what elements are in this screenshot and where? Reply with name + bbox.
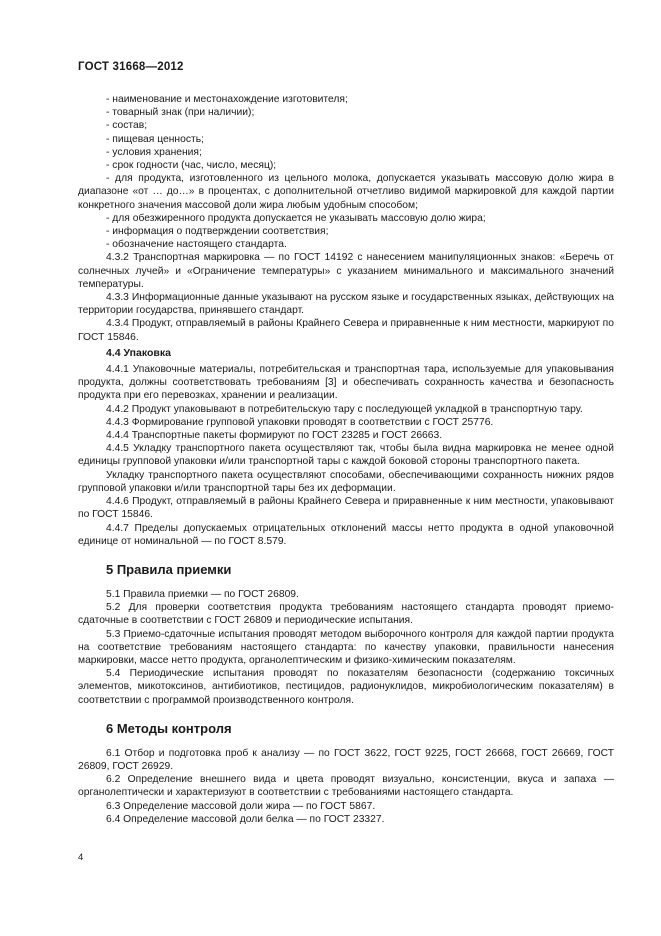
paragraph-4-4-2: 4.4.2 Продукт упаковывают в потребительскую тару с последующей укладкой в транспортную тару. [106, 403, 583, 415]
list-item: - информация о подтверждении соответствия; [106, 226, 329, 238]
paragraph-4-3-3: 4.3.3 Информационные данные указывают на русском языке и государственных языках, действующих на территории государства, принявшего стандарт. [78, 292, 614, 317]
list-item: - условия хранения; [106, 146, 202, 158]
list-item: - пищевая ценность; [106, 133, 204, 145]
list-item: - состав; [106, 120, 148, 132]
paragraph-4-4-6: 4.4.6 Продукт, отправляемый в районы Крайнего Севера и приравненные к ним местности, упаковывают по ГОСТ 15846. [78, 496, 614, 521]
list-item: - обозначение настоящего стандарта. [106, 239, 287, 251]
list-item: - наименование и местонахождение изготовителя; [106, 94, 348, 105]
paragraph-5-2: 5.2 Для проверки соответствия продукта требованиям настоящего стандарта проводят приемо-сдаточные в соответствии с ГОСТ 26809 и периодические испытания. [78, 602, 614, 627]
list-item: - для продукта, изготовленного из цельного молока, допускается указывать массовую долю жира в диапазоне «от … до…» в процентах, с дополнительной отчетливо видимой маркировкой для каждой партии конкретного значения массовой доли жира любым удобным способом; [78, 173, 614, 211]
paragraph-4-4-5: 4.4.5 Укладку транспортного пакета осуществляют так, чтобы была видна маркировка не менее одной единицы групповой упаковки и/или транспортной тары с каждой боковой стороны транспортного пакета. [78, 443, 614, 468]
page-number: 4 [78, 852, 84, 863]
paragraph-4-3-4: 4.3.4 Продукт, отправляемый в районы Крайнего Севера и приравненные к ним местности, маркируют по ГОСТ 15846. [78, 318, 614, 343]
paragraph-6-2: 6.2 Определение внешнего вида и цвета проводят визуально, консистенции, вкуса и запаха — органолептически и характеризуют в соответствии с требованиями настоящего стандарта. [78, 774, 614, 799]
document-header: ГОСТ 31668—2012 [78, 61, 184, 73]
paragraph-6-3: 6.3 Определение массовой доли жира — по ГОСТ 5867. [106, 800, 376, 812]
paragraph-4-4-5-continued: Укладку транспортного пакета осуществляют способами, обеспечивающими сохранность нижних рядов групповой упаковки и/или транспортной тары без их деформации. [78, 469, 614, 494]
paragraph-4-4-7: 4.4.7 Пределы допускаемых отрицательных отклонений массы нетто продукта в одной упаковочной единице от номинальной — по ГОСТ 8.579. [78, 522, 614, 547]
paragraph-5-4: 5.4 Периодические испытания проводят по показателям безопасности (содержанию токсичных элементов, микотоксинов, антибиотиков, пестицидов, радионуклидов, микробиологическим показателям) в соответствии с программой производственного контроля. [78, 668, 614, 706]
list-item: - срок годности (час, число, месяц); [106, 160, 277, 172]
subsection-heading-4-4: 4.4 Упаковка [106, 346, 171, 359]
paragraph-4-4-1: 4.4.1 Упаковочные материалы, потребительская и транспортная тара, используемые для упаковывания продукта, должны соответствовать требованиям [3] и обеспечивать сохранность качества и безопасность продукта при его перевозках, хранении и реализации. [78, 364, 614, 402]
document-body [78, 93, 614, 826]
section-heading-6: 6 Методы контроля [106, 720, 232, 736]
list-item: - товарный знак (при наличии); [106, 107, 255, 119]
section-heading-5: 5 Правила приемки [106, 561, 232, 577]
paragraph-5-1: 5.1 Правила приемки — по ГОСТ 26809. [106, 588, 299, 600]
paragraph-4-4-4: 4.4.4 Транспортные пакеты формируют по ГОСТ 23285 и ГОСТ 26663. [106, 430, 443, 442]
paragraph-5-3: 5.3 Приемо-сдаточные испытания проводят методом выборочного контроля для каждой партии продукта на соответствие требованиям настоящего стандарта: по качеству упаковки, правильности нанесения маркировки, массе нетто продукта, органолептическим и физико-химическим показателям. [78, 628, 614, 666]
paragraph-6-1: 6.1 Отбор и подготовка проб к анализу — по ГОСТ 3622, ГОСТ 9225, ГОСТ 26668, ГОСТ 26669, ГОСТ 26809, ГОСТ 26929. [78, 747, 614, 772]
paragraph-6-4: 6.4 Определение массовой доли белка — по ГОСТ 23327. [106, 813, 385, 825]
paragraph-4-3-2: 4.3.2 Транспортная маркировка — по ГОСТ 14192 с нанесением манипуляционных знаков: «Беречь от солнечных лучей» и «Ограничение температуры» с указанием минимального и максимального значений температуры. [78, 252, 614, 290]
paragraph-4-4-3: 4.4.3 Формирование групповой упаковки проводят в соответствии с ГОСТ 25776. [106, 416, 494, 428]
list-item: - для обезжиренного продукта допускается не указывать массовую долю жира; [106, 212, 486, 224]
